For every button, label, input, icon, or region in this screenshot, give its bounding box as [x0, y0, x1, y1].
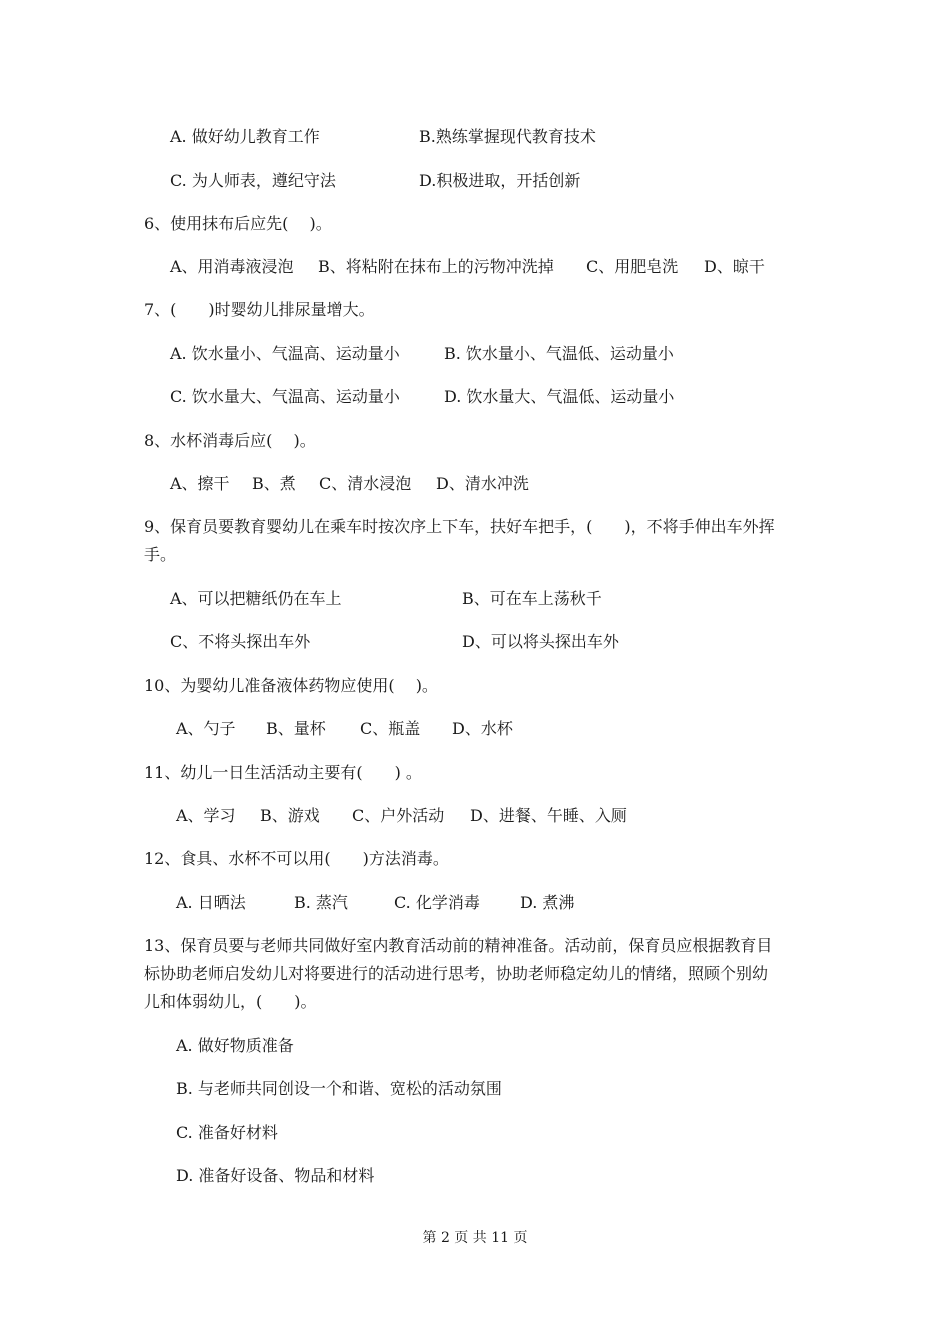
question-13-line-1: 13、保育员要与老师共同做好室内教育活动前的精神准备。活动前，保育员应根据教育目: [144, 936, 773, 955]
q8-option-a: A、擦干: [170, 474, 230, 493]
q6-option-b: B、将粘附在抹布上的污物冲洗掉: [318, 257, 554, 276]
q13-option-a: A. 做好物质准备: [176, 1036, 294, 1055]
q10-option-a: A、勺子: [176, 719, 236, 738]
q12-option-d: D. 煮沸: [520, 893, 575, 912]
q13-option-b: B. 与老师共同创设一个和谐、宽松的活动氛围: [176, 1079, 502, 1098]
question-11: 11、幼儿一日生活活动主要有( ) 。: [144, 763, 422, 782]
option-d: D.积极进取，开括创新: [419, 171, 581, 190]
q10-option-b: B、量杯: [266, 719, 326, 738]
q6-option-c: C、用肥皂洗: [586, 257, 679, 276]
question-8: 8、水杯消毒后应( )。: [144, 431, 316, 450]
option-b: B.熟练掌握现代教育技术: [419, 127, 596, 146]
q10-option-d: D、水杯: [452, 719, 513, 738]
question-6: 6、使用抹布后应先( )。: [144, 214, 332, 233]
q9-option-c: C、不将头探出车外: [170, 632, 311, 651]
q7-option-d: D. 饮水量大、气温低、运动量小: [444, 387, 675, 406]
q9-option-b: B、可在车上荡秋千: [462, 589, 602, 608]
question-9-line-2: 手。: [144, 545, 177, 564]
question-7: 7、( )时婴幼儿排尿量增大。: [144, 300, 375, 319]
q6-option-d: D、晾干: [704, 257, 765, 276]
q10-option-c: C、瓶盖: [360, 719, 421, 738]
question-13-line-3: 儿和体弱幼儿，( )。: [144, 992, 317, 1011]
q7-option-b: B. 饮水量小、气温低、运动量小: [444, 344, 674, 363]
q7-option-a: A. 饮水量小、气温高、运动量小: [170, 344, 400, 363]
q12-option-c: C. 化学消毒: [394, 893, 480, 912]
q11-option-c: C、户外活动: [352, 806, 445, 825]
q8-option-b: B、煮: [252, 474, 296, 493]
q12-option-a: A. 日晒法: [176, 893, 246, 912]
question-13-line-2: 标协助老师启发幼儿对将要进行的活动进行思考，协助老师稳定幼儿的情绪，照顾个别幼: [144, 964, 769, 983]
question-10: 10、为婴幼儿准备液体药物应使用( )。: [144, 676, 438, 695]
option-a: A. 做好幼儿教育工作: [170, 127, 320, 146]
q11-option-b: B、游戏: [260, 806, 320, 825]
q11-option-a: A、学习: [176, 806, 236, 825]
q12-option-b: B. 蒸汽: [294, 893, 348, 912]
option-c: C. 为人师表，遵纪守法: [170, 171, 336, 190]
q8-option-d: D、清水冲洗: [436, 474, 529, 493]
q9-option-d: D、可以将头探出车外: [462, 632, 619, 651]
q13-option-c: C. 准备好材料: [176, 1123, 278, 1142]
q13-option-d: D. 准备好设备、物品和材料: [176, 1166, 375, 1185]
q7-option-c: C. 饮水量大、气温高、运动量小: [170, 387, 400, 406]
question-12: 12、食具、水杯不可以用( )方法消毒。: [144, 849, 449, 868]
question-9-line-1: 9、保育员要教育婴幼儿在乘车时按次序上下车，扶好车把手，( )，不将手伸出车外挥: [144, 517, 775, 536]
q8-option-c: C、清水浸泡: [319, 474, 412, 493]
q11-option-d: D、进餐、午睡、入厕: [470, 806, 627, 825]
q9-option-a: A、可以把糖纸仍在车上: [170, 589, 342, 608]
q6-option-a: A、用消毒液浸泡: [170, 257, 294, 276]
page-footer: 第 2 页 共 11 页: [422, 1230, 528, 1246]
